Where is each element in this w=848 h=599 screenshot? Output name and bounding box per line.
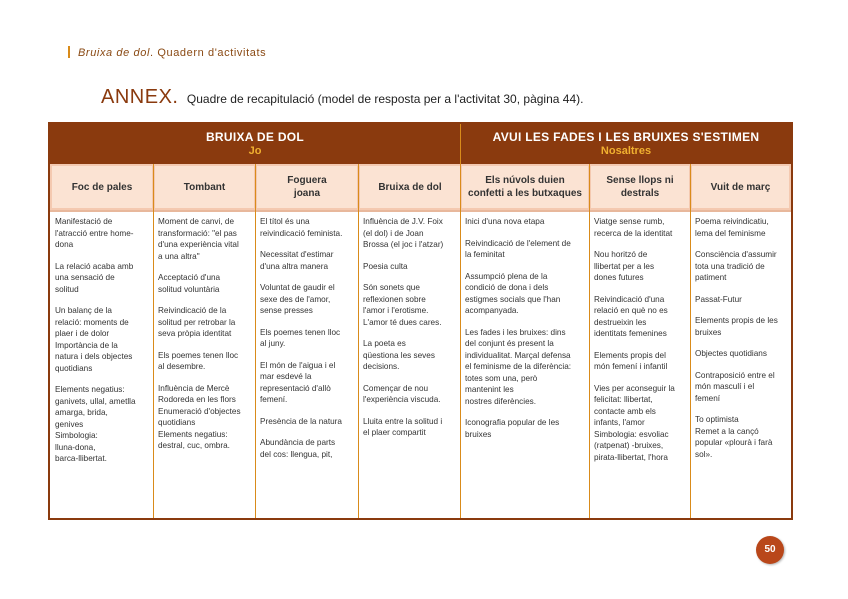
col-header-foc-de-pales: Foc de pales bbox=[52, 166, 152, 208]
col-header-bruixa-de-dol: Bruixa de dol bbox=[360, 166, 460, 208]
cell-item: Elements negatius: ganivets, ullal, ametlla amarga, brida, genives Simbologia: lluna-dona, barca-llibertat. bbox=[55, 385, 136, 463]
annex-heading bbox=[101, 86, 583, 109]
cell-item: Un balanç de la relació: moments de plaer i de dolor Importància de la natura i dels objectes quotidians bbox=[55, 306, 133, 373]
cell-item: Les fades i les bruixes: dins del conjunt és present la individualitat. Marçal defensa el feminisme de la diferència: totes som una, però mantenint les nostres diferències. bbox=[465, 327, 572, 406]
cell-item: Presència de la natura bbox=[260, 416, 342, 426]
col-body-nuvols bbox=[462, 216, 588, 516]
book-title: Bruixa de dol bbox=[78, 47, 151, 59]
col-body-sense-llops bbox=[591, 216, 689, 516]
cell-item: Inici d'una nova etapa bbox=[465, 217, 545, 226]
cell-item: Contraposició entre el món masculí i el femení bbox=[695, 370, 775, 403]
group-subtitle: Nosaltres bbox=[600, 145, 652, 157]
cell-item: El títol és una reivindicació feminista. bbox=[260, 217, 343, 238]
running-header bbox=[68, 46, 266, 59]
column-divider bbox=[690, 164, 691, 520]
group-title: BRUIXA DE DOL bbox=[205, 130, 305, 144]
cell-item: Objectes quotidians bbox=[695, 349, 767, 358]
col-header-tombant: Tombant bbox=[155, 166, 254, 208]
group-header-bruixa bbox=[50, 124, 460, 164]
cell-item: Els poemes tenen lloc al desembre. bbox=[158, 350, 239, 371]
column-divider bbox=[255, 164, 256, 520]
cell-item: Assumpció plena de la condició de dona i dels estigmes socials que l'han acompanyada. bbox=[465, 271, 561, 315]
cell-item: Consciència d'assumir tota una tradició de patiment bbox=[695, 250, 777, 282]
header-bar bbox=[68, 46, 70, 58]
cell-item: Lluita entre la solitud i el plaer compartit bbox=[363, 416, 443, 437]
cell-item: Reivindicació d'una relació en què no es destrueixin les identitats femenines bbox=[594, 294, 668, 338]
cell-item: Influència de J.V. Foix (el dol) i de Joan Brossa (el joc i l'atzar) bbox=[363, 217, 444, 249]
cell-item: Reivindicació de l'element de la feminitat bbox=[465, 238, 571, 259]
header-divider bbox=[50, 210, 791, 212]
cell-item: Acceptació d'una solitud voluntària bbox=[158, 273, 221, 294]
col-body-foguera-joana bbox=[257, 216, 357, 516]
annex-title: ANNEX. bbox=[101, 86, 179, 108]
column-divider bbox=[358, 164, 359, 520]
annex-subtitle: Quadre de recapitulació (model de resposta per a l'activitat 30, pàgina 44). bbox=[186, 92, 584, 106]
cell-item: La poeta es qüestiona les seves decisions. bbox=[363, 339, 435, 371]
col-body-vuit-de-marc bbox=[692, 216, 789, 516]
cell-item: Els poemes tenen lloc al juny. bbox=[260, 327, 341, 348]
cell-item: Necessitat d'estimar d'una altra manera bbox=[260, 250, 334, 271]
cell-item: La relació acaba amb una sensació de solitud bbox=[55, 261, 134, 294]
group-subtitle: Jo bbox=[248, 145, 262, 157]
cell-item: Passat-Futur bbox=[695, 294, 742, 304]
cell-item: Poesia culta bbox=[363, 261, 408, 271]
col-header-sense-llops: Sense llops ni destrals bbox=[591, 166, 689, 208]
cell-item: Són sonets que reflexionen sobre l'amor i l'erotisme. L'amor té dues cares. bbox=[363, 283, 442, 327]
cell-item: Elements propis de les bruixes bbox=[695, 316, 778, 337]
col-header-vuit-de-marc: Vuit de març bbox=[692, 166, 789, 208]
cell-item: Viatge sense rumb, recerca de la identitat bbox=[594, 217, 673, 238]
page-number: 50 bbox=[756, 536, 784, 564]
group-header-fades bbox=[461, 124, 791, 164]
cell-item: To optimista Remet a la cançó popular «plourà i farà sol». bbox=[695, 415, 773, 459]
col-header-foguera-joana: Foguera joana bbox=[257, 166, 357, 208]
cell-item: El món de l'aigua i el mar esdevé la representació d'allò femení. bbox=[260, 360, 336, 404]
cell-item: Començar de nou l'experiència viscuda. bbox=[363, 383, 441, 404]
book-subtitle: . Quadern d'activitats bbox=[150, 47, 267, 59]
column-divider bbox=[589, 164, 590, 520]
cell-item: Voluntat de gaudir el sexe des de l'amor, sense presses bbox=[260, 283, 335, 315]
cell-item: Abundància de parts del cos: llengua, pit, bbox=[260, 438, 336, 459]
cell-item: Elements propis del món femení i infantil bbox=[594, 350, 668, 371]
cell-item: Reivindicació de la solitud per retrobar la seva pròpia identitat bbox=[158, 306, 236, 338]
col-header-nuvols: Els núvols duien confetti a les butxaques bbox=[462, 166, 588, 208]
cell-item: Manifestació de l'atracció entre home- dona bbox=[55, 217, 134, 249]
col-body-foc-de-pales bbox=[52, 216, 152, 516]
group-title: AVUI LES FADES I LES BRUIXES S'ESTIMEN bbox=[492, 130, 760, 144]
cell-item: Influència de Mercè Rodoreda en les flors Enumeració d'objectes quotidians Elements negatius: destral, cuc, ombra. bbox=[158, 383, 241, 450]
cell-item: Moment de canvi, de transformació: "el pas d'una experiència vital a una altra" bbox=[158, 217, 239, 261]
column-divider bbox=[153, 164, 154, 520]
cell-item: Iconografia popular de les bruixes bbox=[465, 418, 560, 439]
cell-item: Nou horitzó de llibertat per a les dones futures bbox=[594, 250, 655, 282]
column-divider bbox=[460, 164, 461, 520]
col-body-tombant bbox=[155, 216, 254, 516]
cell-item: Vies per aconseguir la felicitat: llibertat, contacte amb els infants, l'amor Simbologia: esvoliac (ratpenat) -bruixes, pirata-llibertat, l'hora bbox=[594, 383, 675, 462]
cell-item: Poema reivindicatiu, lema del feminisme bbox=[695, 217, 769, 238]
recap-table bbox=[48, 122, 793, 520]
col-body-bruixa-de-dol bbox=[360, 216, 460, 516]
